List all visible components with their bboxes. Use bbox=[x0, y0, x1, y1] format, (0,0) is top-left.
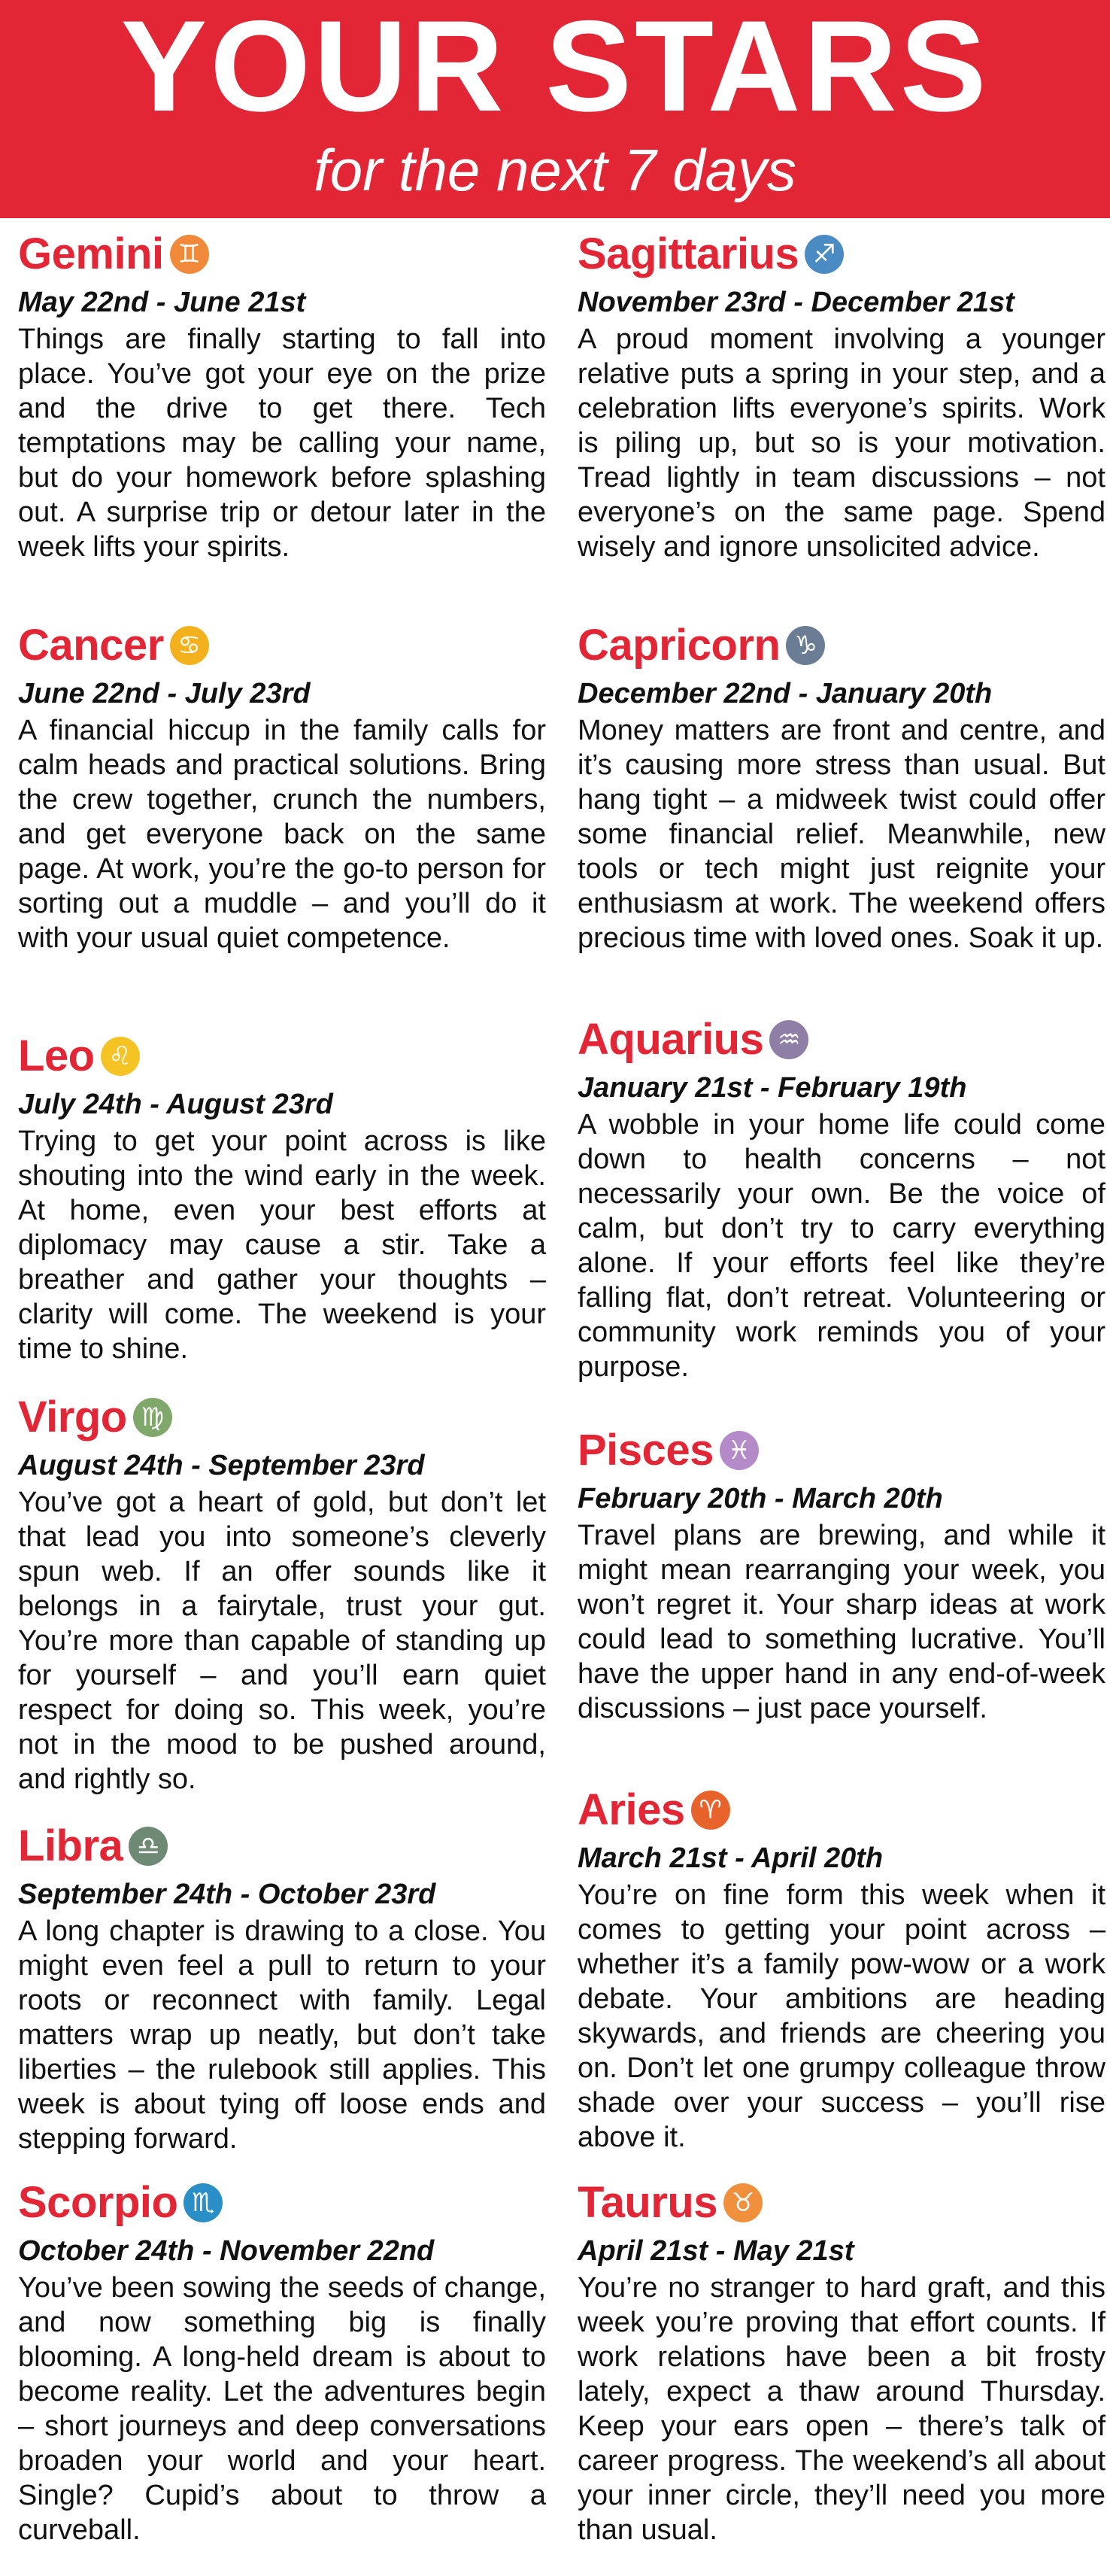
sign-dates: April 21st - May 21st bbox=[578, 2235, 854, 2267]
capricorn-symbol-icon: ♑ bbox=[786, 626, 825, 665]
sign-dates: January 21st - February 19th bbox=[578, 1072, 967, 1104]
sign-name: Virgo bbox=[18, 1393, 127, 1441]
sign-name: Cancer bbox=[18, 621, 164, 670]
sign-sagittarius bbox=[578, 226, 1105, 564]
sign-name: Capricorn bbox=[578, 621, 781, 670]
sign-cancer bbox=[18, 617, 546, 955]
gemini-symbol-icon: ♊ bbox=[170, 235, 209, 274]
sign-name: Gemini bbox=[18, 229, 164, 278]
sign-text: A financial hiccup in the family calls for calm heads and practical solutions. Bring the crew together, crunch the numbers, and get everyone back on the same page. At work, you’re the go-to person for sorting out a muddle – and you’ll do it with your usual quiet competence. bbox=[18, 715, 546, 954]
sign-text: A proud moment involving a younger relative puts a spring in your step, and a celebration lifts everyone’s spirits. Work is piling up, but so is your motivation. Tread lightly in team discussions – not everyone’s on the same page. Spend wisely and ignore unsolicited advice. bbox=[578, 324, 1105, 563]
sign-scorpio bbox=[18, 2174, 546, 2547]
sign-dates: March 21st - April 20th bbox=[578, 1842, 884, 1874]
page-title: YOUR STARS bbox=[120, 0, 990, 138]
sign-gemini bbox=[18, 226, 546, 564]
sign-leo bbox=[18, 1028, 546, 1366]
sign-name: Aquarius bbox=[578, 1015, 764, 1064]
sign-libra bbox=[18, 1818, 546, 2156]
sign-dates: February 20th - March 20th bbox=[578, 1483, 943, 1514]
sign-name: Sagittarius bbox=[578, 229, 799, 278]
sign-name: Libra bbox=[18, 1821, 123, 1870]
aquarius-symbol-icon: ♒ bbox=[769, 1020, 808, 1059]
sign-dates: December 22nd - January 20th bbox=[578, 678, 993, 709]
sign-aquarius bbox=[578, 1011, 1105, 1384]
sign-dates: September 24th - October 23rd bbox=[18, 1879, 436, 1910]
sign-name: Taurus bbox=[578, 2178, 718, 2227]
sign-text: A wobble in your home life could come down to health concerns – not necessarily your own. Be the voice of calm, but don’t try to carry everything alone. If your efforts feel like they’re falling flat, don’t retreat. Volunteering or community work reminds you of your purpose. bbox=[578, 1109, 1105, 1383]
sign-text: You’re on fine form this week when it comes to getting your point across – whether it’s a family pow-wow or a work debate. Your ambitions are heading skywards, and friends are cheering you on. Don’t let one grumpy colleague throw shade over your success – you’ll rise above it. bbox=[578, 1879, 1105, 2153]
sign-text: Things are finally starting to fall into place. You’ve got your eye on the prize and the drive to get there. Tech temptations may be calling your name, but do your homework before splashing out. A surprise trip or detour later in the week lifts your spirits. bbox=[18, 324, 546, 563]
libra-symbol-icon: ♎ bbox=[129, 1827, 168, 1866]
sign-text: Money matters are front and centre, and it’s causing more stress than usual. But hang tight – a midweek twist could offer some financial relief. Meanwhile, new tools or tech might just reignite your enthusiasm at work. The weekend offers precious time with loved ones. Soak it up. bbox=[578, 715, 1105, 954]
sign-aries bbox=[578, 1782, 1105, 2155]
sign-dates: October 24th - November 22nd bbox=[18, 2235, 435, 2267]
sign-text: A long chapter is drawing to a close. You might even feel a pull to return to your roots or reconnect with family. Legal matters wrap up neatly, but don’t take liberties – the rulebook still applies. This week is about tying off loose ends and stepping forward. bbox=[18, 1915, 546, 2155]
sign-name: Scorpio bbox=[18, 2178, 178, 2227]
sign-name: Leo bbox=[18, 1031, 95, 1080]
scorpio-symbol-icon: ♏ bbox=[183, 2183, 223, 2222]
sign-dates: June 22nd - July 23rd bbox=[18, 678, 311, 709]
sign-virgo bbox=[18, 1389, 546, 1797]
virgo-symbol-icon: ♍ bbox=[133, 1398, 172, 1437]
leo-symbol-icon: ♌ bbox=[101, 1037, 140, 1076]
sagittarius-symbol-icon: ♐ bbox=[805, 235, 844, 274]
sign-text: Travel plans are brewing, and while it might mean rearranging your week, you won’t regret it. Your sharp ideas at work could lead to something lucrative. You’ll have the upper hand in any end-of-week discussions – just pace yourself. bbox=[578, 1520, 1105, 1724]
pisces-symbol-icon: ♓ bbox=[720, 1431, 759, 1470]
sign-text: Trying to get your point across is like shouting into the wind early in the week. At home, even your best efforts at diplomacy may cause a stir. Take a breather and gather your thoughts – clarity will come. The weekend is your time to shine. bbox=[18, 1125, 546, 1365]
sign-text: You’ve got a heart of gold, but don’t let that lead you into someone’s cleverly spun web. If an offer sounds like it belongs in a fairytale, trust your gut. You’re more than capable of standing up for yourself – and you’ll earn quiet respect for doing so. This week, you’re not in the mood to be pushed around, and rightly so. bbox=[18, 1487, 546, 1795]
sign-dates: July 24th - August 23rd bbox=[18, 1089, 333, 1120]
sign-dates: August 24th - September 23rd bbox=[18, 1450, 425, 1481]
aries-symbol-icon: ♈ bbox=[691, 1791, 730, 1830]
sign-text: You’ve been sowing the seeds of change, and now something big is finally blooming. A long-held dream is about to become reality. Let the adventures begin – short journeys and deep conversations broaden your world and your heart. Single? Cupid’s about to throw a curveball. bbox=[18, 2272, 546, 2546]
sign-text: You’re no stranger to hard graft, and this week you’re proving that effort counts. If work relations have been a bit frosty lately, expect a thaw around Thursday. Keep your ears open – there’s talk of career progress. The weekend’s all about your inner circle, they’ll need you more than usual. bbox=[578, 2272, 1105, 2546]
header-banner bbox=[0, 0, 1110, 218]
sign-taurus bbox=[578, 2174, 1105, 2547]
sign-name: Aries bbox=[578, 1785, 685, 1834]
sign-dates: November 23rd - December 21st bbox=[578, 287, 1014, 318]
sign-pisces bbox=[578, 1422, 1105, 1726]
sign-dates: May 22nd - June 21st bbox=[18, 287, 306, 318]
page-subtitle: for the next 7 days bbox=[314, 137, 796, 203]
sign-name: Pisces bbox=[578, 1426, 714, 1475]
cancer-symbol-icon: ♋ bbox=[170, 626, 209, 665]
taurus-symbol-icon: ♉ bbox=[723, 2183, 763, 2222]
sign-capricorn bbox=[578, 617, 1105, 955]
